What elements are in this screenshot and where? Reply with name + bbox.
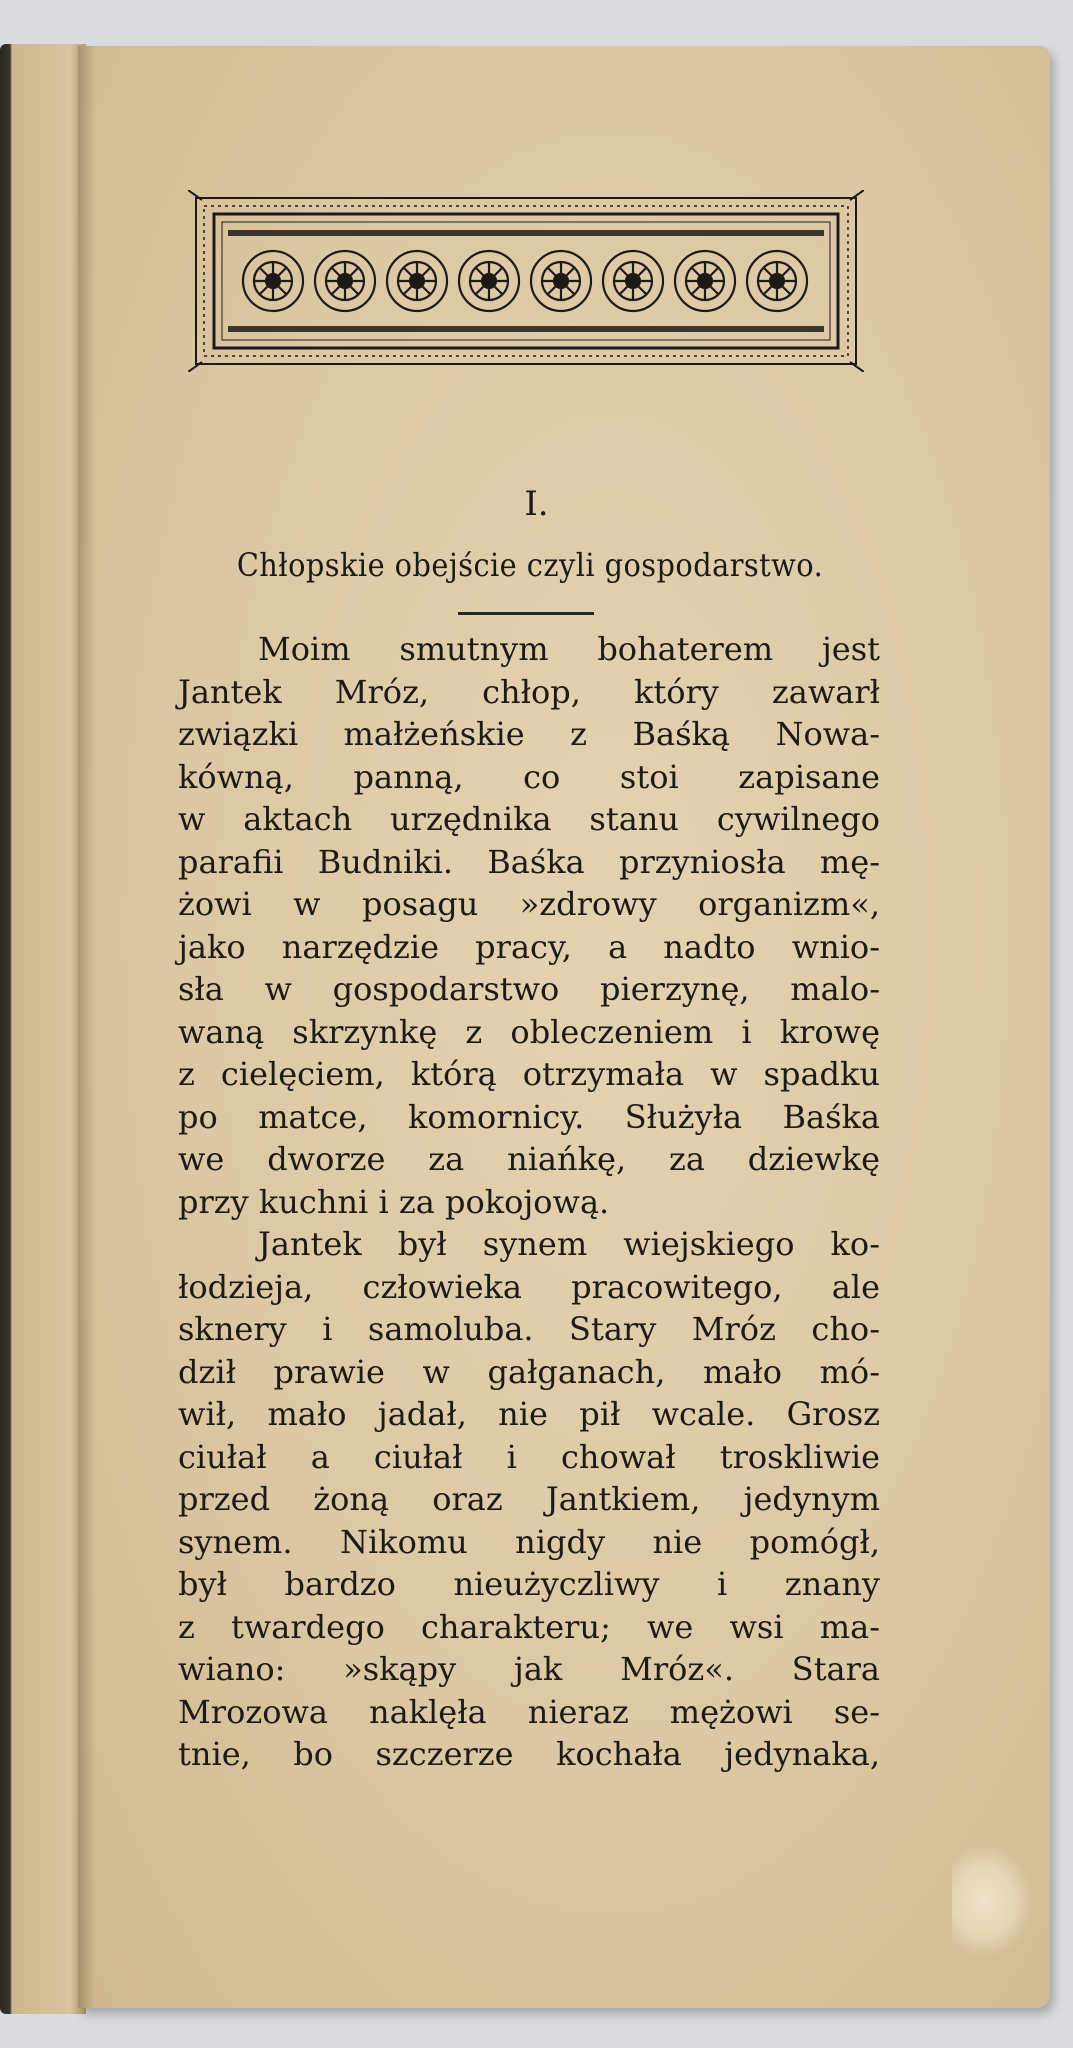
text-line: z twardego charakteru; we wsi ma- [178, 1607, 880, 1646]
text-line: kówną, panną, co stoi zapisane [178, 757, 880, 796]
body-text [178, 628, 880, 1776]
page-gutter-shadow [78, 46, 96, 2008]
text-line: w aktach urzędnika stanu cywilnego [178, 800, 880, 838]
text-line: z cielęciem, którą otrzymała w spadku [178, 1055, 880, 1093]
text-line: sła w gospodarstwo pierzynę, malo- [178, 970, 880, 1008]
book-spine [0, 44, 86, 2014]
text-line: był bardzo nieużyczliwy i znany [178, 1565, 880, 1603]
text-line: żowi w posagu »zdrowy organizm«, [178, 885, 880, 923]
text-line: parafii Budniki. Baśka przyniosła mę- [178, 842, 880, 881]
chapter-numeral: I. [524, 484, 549, 524]
text-line: Moim smutnym bohaterem jest [258, 630, 880, 668]
text-line: Jantek był synem wiejskiego ko- [258, 1225, 880, 1263]
text-line: tnie, bo szczerze kochała jedynaka, [178, 1735, 880, 1773]
text-line: synem. Nikomu nigdy nie pomógł, [178, 1522, 880, 1561]
text-line: wiano: »skąpy jak Mróz«. Stara [178, 1650, 880, 1688]
text-line: ciułał a ciułał i chował troskliwie [178, 1437, 880, 1476]
title-divider [458, 612, 594, 615]
text-line: przed żoną oraz Jantkiem, jedynym [178, 1480, 880, 1518]
text-line: waną skrzynkę z obleczeniem i krowę [178, 1012, 880, 1051]
text-line: przy kuchni i za pokojową. [178, 1182, 610, 1221]
ornamental-border [188, 190, 864, 372]
text-line: związki małżeńskie z Baśką Nowa- [178, 715, 880, 753]
page-corner-wear [952, 1846, 1032, 1956]
text-line: Jantek Mróz, chłop, który zawarł [178, 672, 880, 711]
text-line: łodzieja, człowieka pracowitego, ale [178, 1267, 880, 1306]
text-line: dził prawie w gałganach, mało mó- [178, 1352, 880, 1391]
chapter-title: Chłopskie obejście czyli gospodarstwo. [236, 546, 824, 584]
text-line: wił, mało jadał, nie pił wcale. Grosz [178, 1395, 880, 1433]
text-line: jako narzędzie pracy, a nadto wnio- [178, 927, 880, 966]
text-line: Mrozowa naklęła nieraz mężowi se- [178, 1692, 880, 1731]
text-line: we dworze za niańkę, za dziewkę [178, 1140, 880, 1178]
text-line: sknery i samoluba. Stary Mróz cho- [178, 1310, 880, 1348]
text-line: po matce, komornicy. Służyła Baśka [178, 1097, 880, 1136]
